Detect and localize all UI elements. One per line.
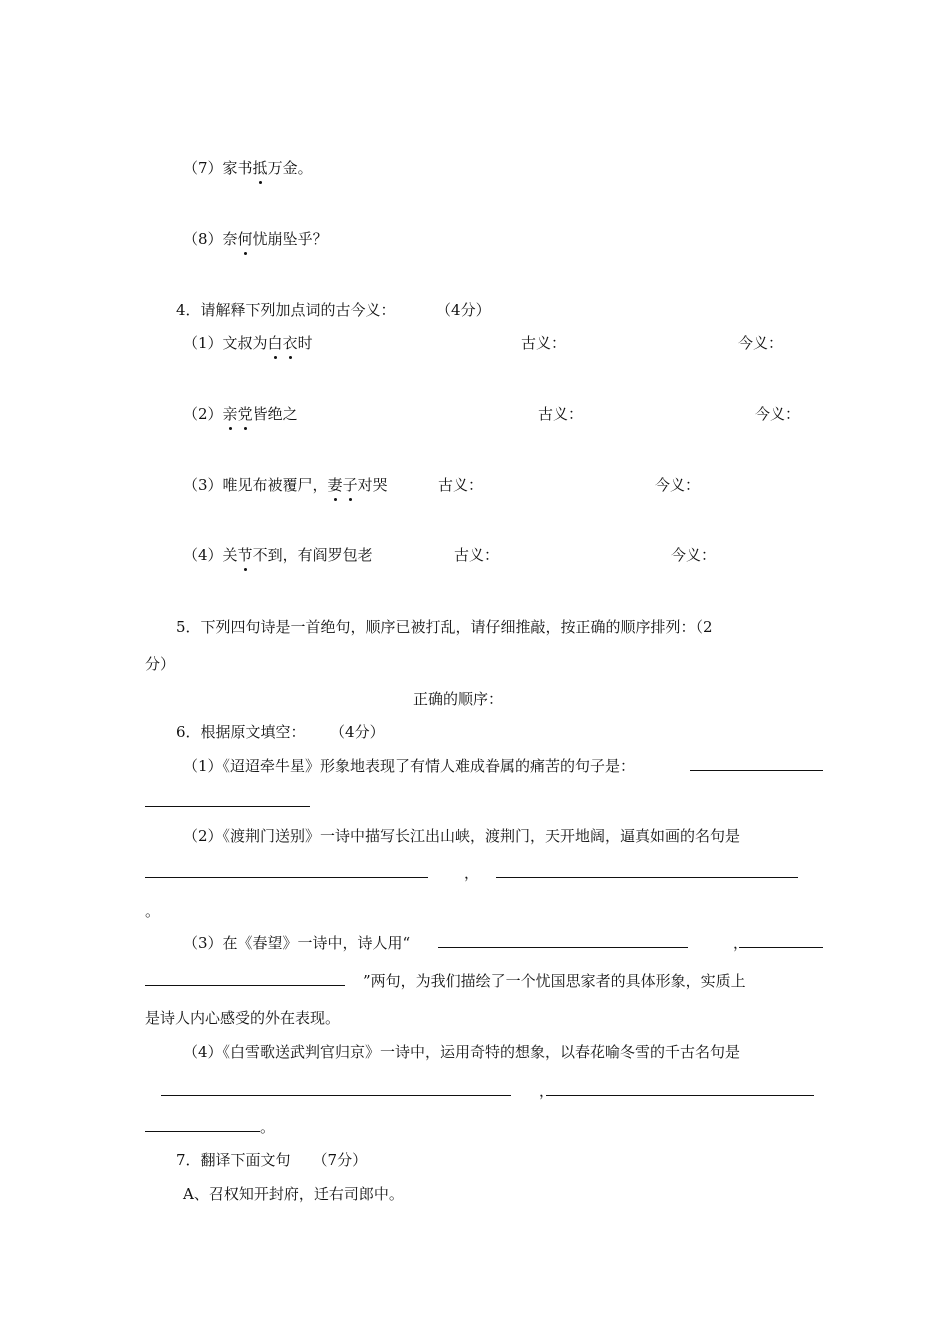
q6-item-3-part-c: 是诗人内心感受的外在表现。 bbox=[145, 1009, 341, 1027]
jin-label: 今义： bbox=[755, 405, 801, 423]
q6-item-3-part-b: ”两句，为我们描绘了一个忧国思家者的具体形象，实质上 bbox=[363, 972, 746, 990]
gu-label: 古义： bbox=[438, 476, 484, 494]
question-5-line-1: 5．下列四句诗是一首绝句，顺序已被打乱，请仔细推敲，按正确的顺序排列：（2 bbox=[176, 618, 713, 636]
answer-blank[interactable] bbox=[145, 1117, 260, 1132]
gu-label: 古义： bbox=[454, 546, 500, 564]
dotted-char: 党 bbox=[237, 405, 253, 423]
comma: ， bbox=[539, 1082, 555, 1100]
q6-item-3-part-a: （3）在《春望》一诗中，诗人用“ bbox=[183, 934, 411, 952]
answer-blank-with-period: 。 bbox=[145, 1117, 275, 1137]
q4-item-3: （3）唯见布被覆尸，妻子对哭 bbox=[183, 476, 388, 494]
jin-label: 今义： bbox=[738, 334, 784, 352]
answer-blank[interactable] bbox=[161, 1081, 511, 1101]
jin-label: 今义： bbox=[671, 546, 717, 564]
question-7-title: 7．翻译下面文句 （7分） bbox=[176, 1151, 368, 1169]
comma: ， bbox=[464, 864, 480, 882]
dotted-char: 衣 bbox=[282, 334, 298, 352]
gu-label: 古义： bbox=[538, 405, 584, 423]
answer-blank[interactable] bbox=[145, 971, 345, 991]
correct-order-label: 正确的顺序： bbox=[413, 690, 504, 708]
item-7: （7）家书抵万金。 bbox=[183, 159, 313, 177]
answer-blank[interactable] bbox=[739, 933, 823, 953]
gu-label: 古义： bbox=[521, 334, 567, 352]
dotted-char: 子 bbox=[342, 476, 358, 494]
q7-sentence-a: A、召权知开封府，迁右司郎中。 bbox=[183, 1185, 404, 1203]
dotted-char: 亲 bbox=[222, 405, 238, 423]
answer-blank[interactable] bbox=[690, 756, 823, 776]
answer-blank[interactable] bbox=[145, 863, 428, 883]
q4-item-2: （2）亲党皆绝之 bbox=[183, 405, 298, 423]
comma: ， bbox=[733, 934, 749, 952]
dotted-char: 妻 bbox=[327, 476, 343, 494]
dotted-char: 节 bbox=[237, 546, 253, 564]
period: 。 bbox=[145, 902, 161, 920]
jin-label: 今义： bbox=[655, 476, 701, 494]
answer-blank[interactable] bbox=[438, 933, 688, 953]
q6-item-2: （2）《渡荆门送别》一诗中描写长江出山峡，渡荆门，天开地阔，逼真如画的名句是 bbox=[183, 827, 741, 845]
dotted-char: 白 bbox=[267, 334, 283, 352]
question-4-title: 4．请解释下列加点词的古今义： （4分） bbox=[176, 301, 491, 319]
q6-item-1: （1）《迢迢牵牛星》形象地表现了有情人难成眷属的痛苦的句子是： bbox=[183, 757, 636, 775]
item-8: （8）奈何忧崩坠乎？ bbox=[183, 230, 328, 248]
q6-item-4: （4）《白雪歌送武判官归京》一诗中，运用奇特的想象，以春花喻冬雪的千古名句是 bbox=[183, 1043, 741, 1061]
answer-blank[interactable] bbox=[546, 1081, 814, 1101]
answer-blank[interactable] bbox=[145, 792, 310, 812]
question-5-line-2: 分） bbox=[145, 655, 176, 673]
answer-blank[interactable] bbox=[496, 863, 798, 883]
question-6-title: 6．根据原文填空： （4分） bbox=[176, 723, 385, 741]
q4-item-4: （4）关节不到，有阎罗包老 bbox=[183, 546, 373, 564]
q4-item-1: （1）文叔为白衣时 bbox=[183, 334, 313, 352]
dotted-char: 何 bbox=[237, 230, 253, 248]
dotted-char: 抵 bbox=[252, 159, 268, 177]
